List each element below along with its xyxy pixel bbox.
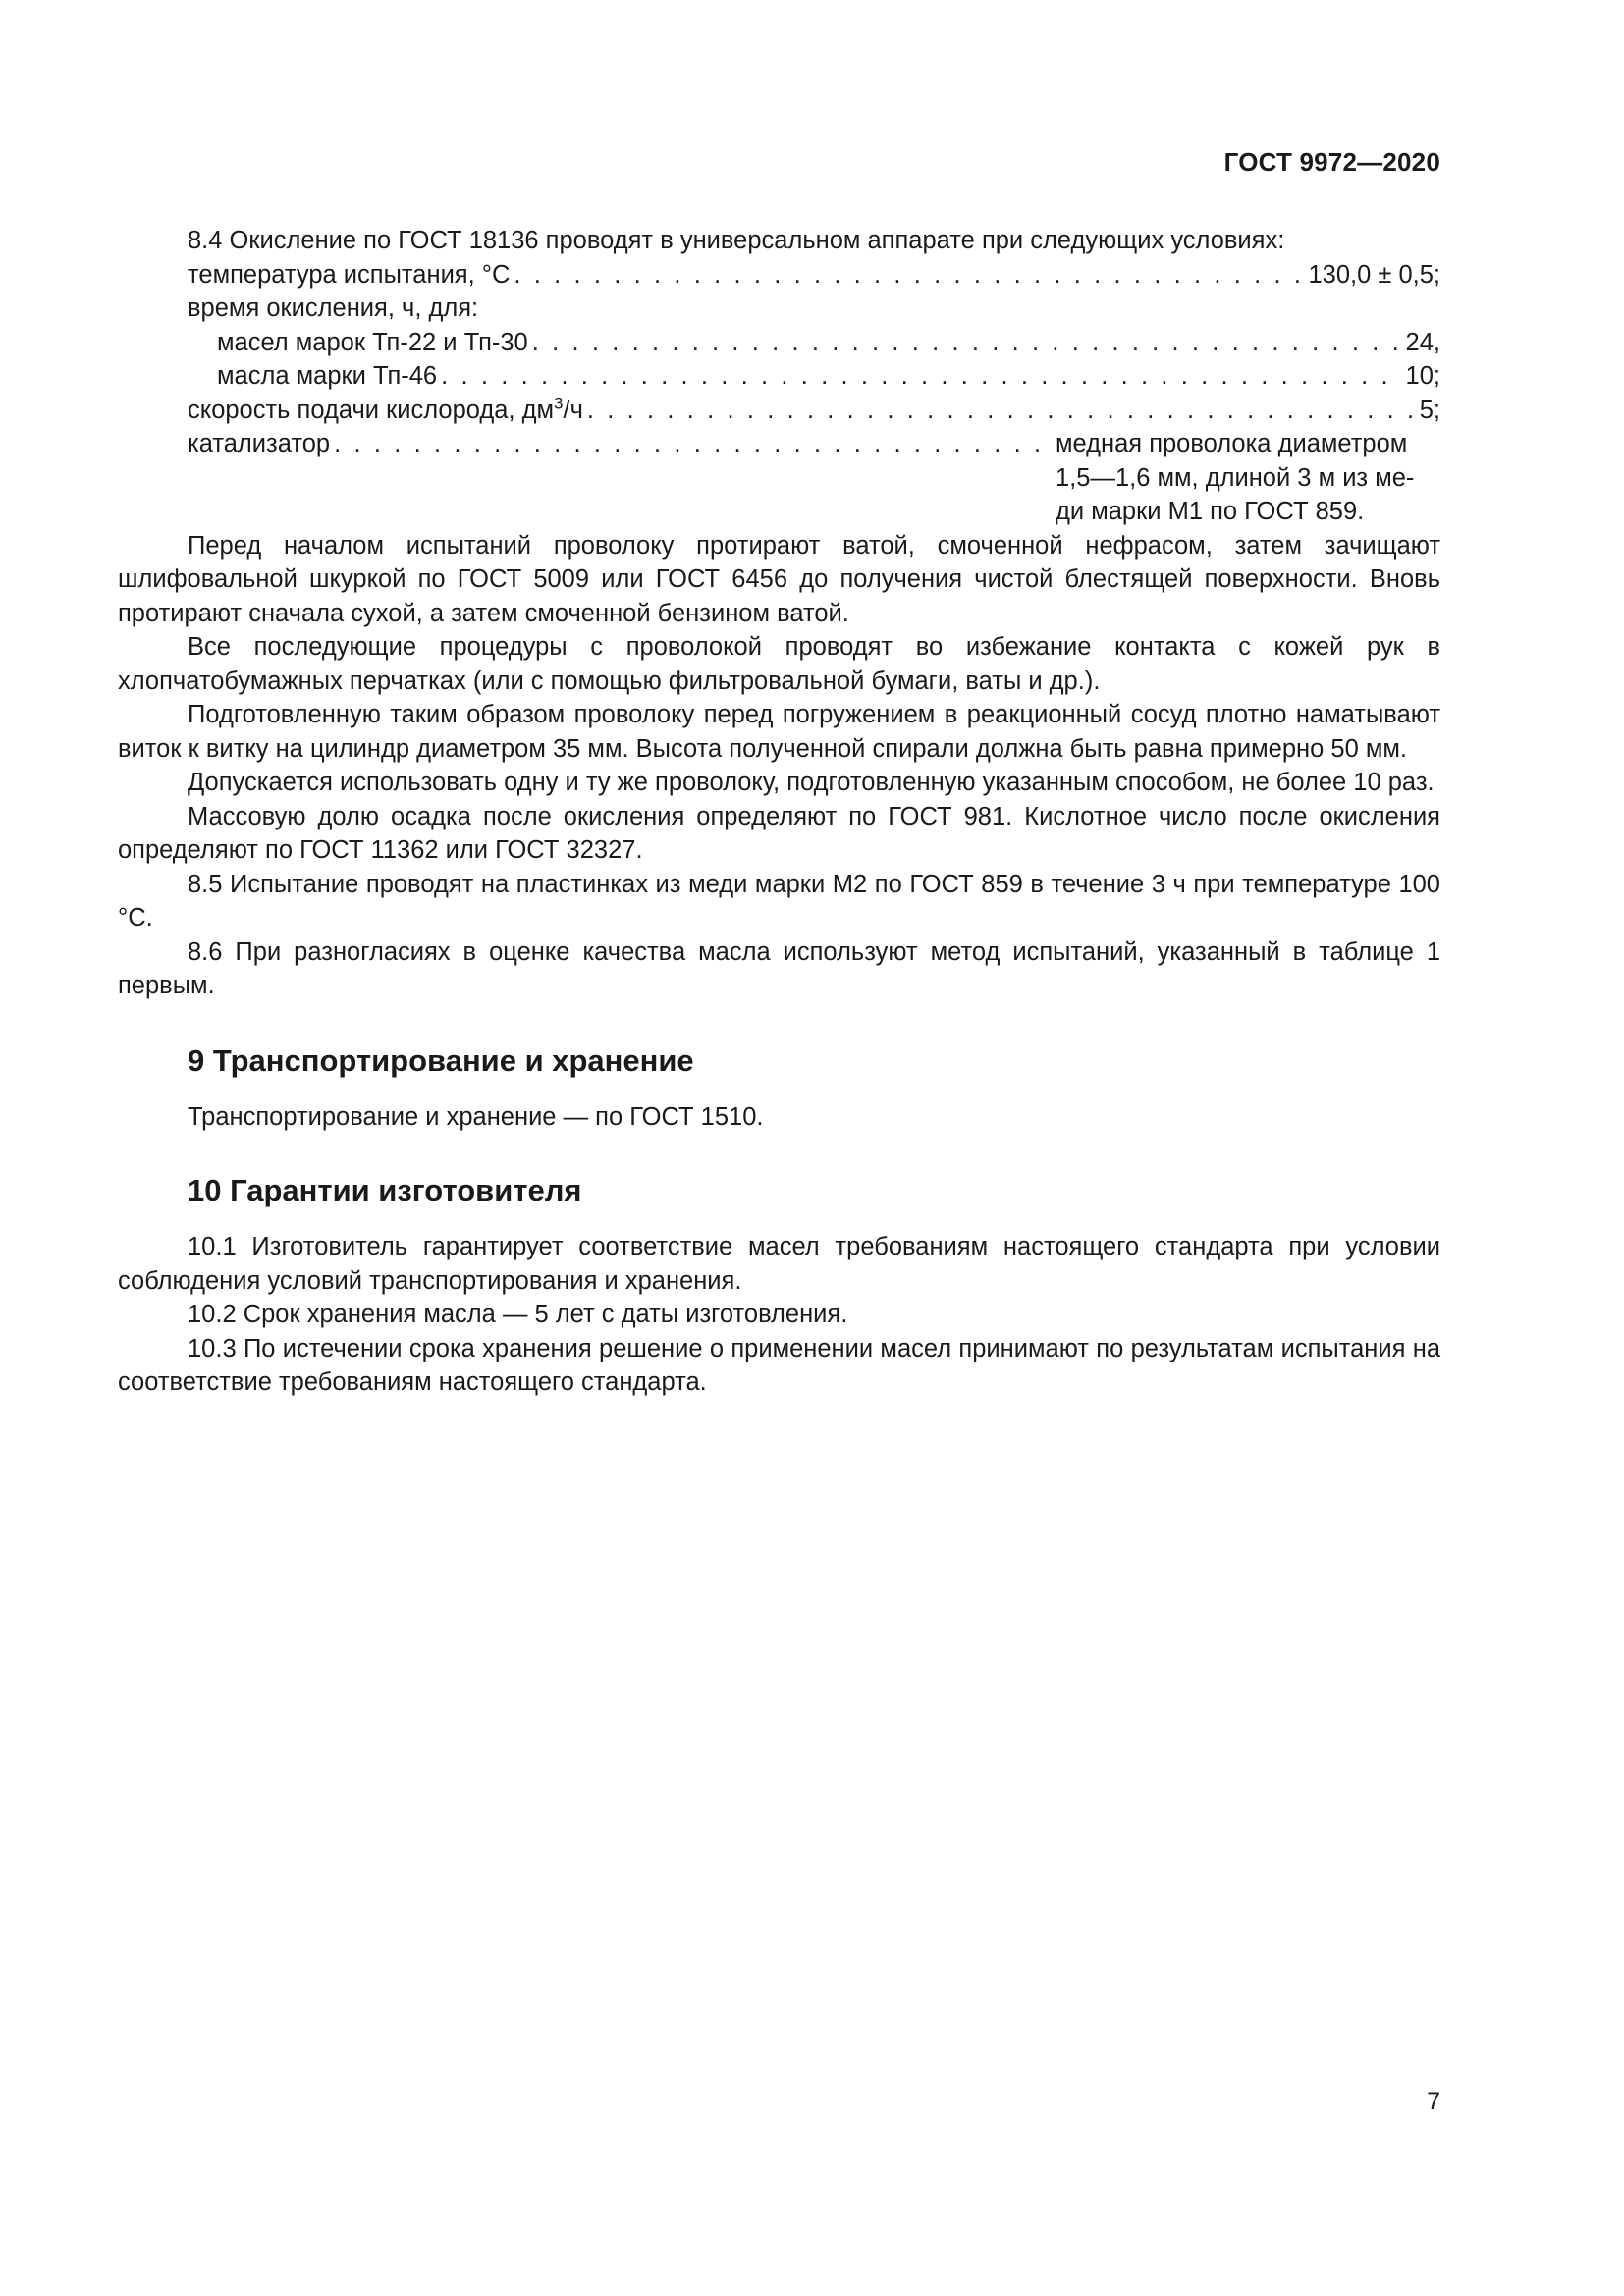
condition-time-tp46-value: 10;	[1405, 362, 1440, 390]
document-body	[118, 224, 1440, 1400]
condition-time-tp22	[118, 326, 1440, 360]
condition-oxygen-rate	[118, 394, 1440, 428]
paragraph-reuse: Допускается использовать одну и ту же проволоку, подготовленную указанным способом, не более 10 раз.	[188, 769, 1435, 796]
catalyst-value-line-2: 1,5—1,6 мм, длиной 3 м из ме-	[1056, 463, 1415, 492]
clause-10-1: 10.1 Изготовитель гарантирует соответствие масел требованиям настоящего стандарта при условии соблюдения условий транспортирования и хранения.	[118, 1233, 1440, 1295]
condition-temperature	[118, 258, 1440, 293]
dot-leader	[514, 258, 1304, 293]
paragraph-gloves: Все последующие процедуры с проволокой проводят во избежание контакта с кожей рук в хлопчатобумажных перчатках (или с помощью фильтровальной бумаги, ваты и др.).	[118, 633, 1440, 695]
clause-10-2: 10.2 Срок хранения масла — 5 лет с даты изготовления.	[188, 1301, 848, 1328]
paragraph-sediment: Массовую долю осадка после окисления определяют по ГОСТ 981. Кислотное число после окисления определяют по ГОСТ 11362 или ГОСТ 32327.	[118, 802, 1440, 864]
oxygen-label-prefix: скорость подачи кислорода, дм	[188, 396, 555, 424]
condition-time-tp22-value: 24,	[1405, 328, 1440, 356]
dot-leader	[587, 394, 1416, 428]
oxygen-label-suffix: /ч	[563, 396, 583, 424]
condition-temperature-label: температура испытания, °С	[188, 260, 511, 289]
section-10-heading: 10 Гарантии изготовителя	[188, 1173, 582, 1207]
catalyst-value-line-3: ди марки М1 по ГОСТ 859.	[1056, 498, 1365, 525]
condition-time-label: время окисления, ч, для:	[188, 294, 479, 322]
clause-8-5: 8.5 Испытание проводят на пластинках из меди марки М2 по ГОСТ 859 в течение 3 ч при температуре 100 °С.	[118, 870, 1440, 932]
document-code-header: ГОСТ 9972—2020	[1223, 147, 1440, 177]
dot-leader	[441, 359, 1401, 394]
clause-8-6: 8.6 При разногласиях в оценке качества масла используют метод испытаний, указанный в таблице 1 первым.	[118, 937, 1440, 999]
page-number: 7	[1427, 2088, 1440, 2115]
paragraph-winding: Подготовленную таким образом проволоку перед погружением в реакционный сосуд плотно наматывают виток к витку на цилиндр диаметром 35 мм. Высота полученной спирали должна быть равна примерно 50 мм.	[118, 701, 1440, 763]
condition-time-tp46-label: масла марки Тп-46	[217, 362, 438, 390]
clause-8-4-intro: 8.4 Окисление по ГОСТ 18136 проводят в универсальном аппарате при следующих условиях:	[188, 227, 1285, 254]
condition-temperature-value: 130,0 ± 0,5;	[1308, 260, 1440, 289]
dot-leader	[334, 427, 1052, 461]
condition-oxygen-rate-label	[188, 394, 583, 428]
paragraph-wire-cleaning: Перед началом испытаний проволоку протирают ватой, смоченной нефрасом, затем зачищают шлифовальной шкуркой по ГОСТ 5009 или ГОСТ 6456 до получения чистой блестящей поверхности. Вновь протирают сначала сухой, а затем смоченной бензином ватой.	[118, 531, 1440, 627]
dot-leader	[532, 326, 1402, 360]
catalyst-value-line-1: медная проволока диаметром	[1056, 430, 1408, 457]
clause-10-3: 10.3 По истечении срока хранения решение о применении масел принимают по результатам испытания на соответствие требованиям настоящего стандарта.	[118, 1334, 1440, 1396]
condition-time-tp46	[118, 359, 1440, 394]
condition-catalyst-label: катализатор	[188, 430, 331, 457]
section-9-heading: 9 Транспортирование и хранение	[188, 1042, 694, 1078]
section-9-text: Транспортирование и хранение — по ГОСТ 1510.	[188, 1102, 764, 1131]
condition-oxygen-rate-value: 5;	[1419, 396, 1440, 424]
condition-catalyst	[118, 427, 1440, 529]
condition-time-tp22-label: масел марок Тп-22 и Тп-30	[217, 328, 528, 356]
condition-catalyst-value	[1056, 427, 1440, 529]
oxygen-label-superscript: 3	[554, 394, 564, 412]
